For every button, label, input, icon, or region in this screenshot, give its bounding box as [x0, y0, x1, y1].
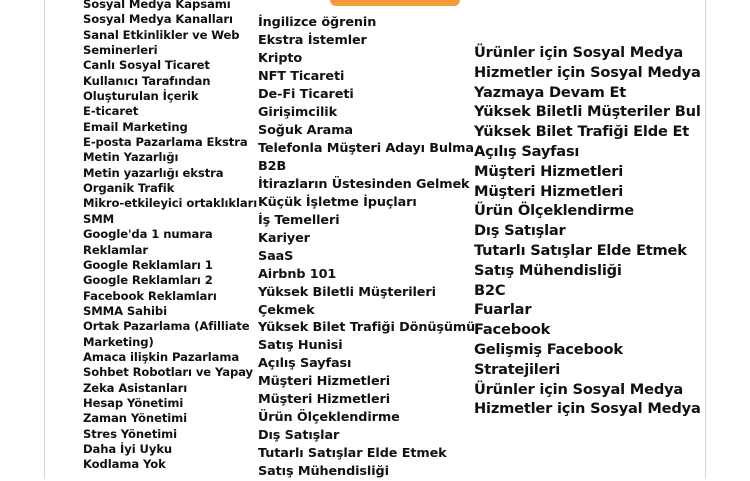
list-item: E-ticaret [83, 104, 139, 119]
list-item: Hizmetler için Sosyal Medya [474, 63, 701, 81]
list-item: De-Fi Ticareti [258, 86, 354, 102]
page-border-right [705, 0, 706, 479]
list-item: Dış Satışlar [474, 222, 566, 240]
list-item: Seminerleri [83, 43, 158, 58]
list-item: Müşteri Hizmetleri [474, 182, 624, 200]
list-item: Girişimcilik [258, 104, 337, 120]
list-item: Marketing) [83, 334, 154, 349]
list-item: Kariyer [258, 230, 310, 246]
list-item: Daha İyi Uyku [83, 441, 173, 456]
list-item: NFT Ticareti [258, 68, 345, 84]
list-item: Google Reklamları 1 [83, 257, 213, 272]
list-item: Organik Trafik [83, 181, 175, 196]
list-item: SMMA Sahibi [83, 303, 168, 318]
list-item: SaaS [258, 248, 294, 264]
course-list-column-1 [83, 0, 257, 473]
list-item: Satış Mühendisliği [474, 261, 622, 279]
list-item: Sohbet Robotları ve Yapay [83, 365, 253, 380]
list-item: Ürün Ölçeklendirme [474, 202, 635, 220]
list-item: Telefonla Müşteri Adayı Bulma [258, 140, 474, 156]
list-item: Stres Yönetimi [83, 426, 177, 441]
list-item: Açılış Sayfası [258, 356, 352, 372]
list-item: Yüksek Biletli Müşteriler Bul [474, 103, 701, 121]
list-item: Müşteri Hizmetleri [258, 392, 391, 408]
course-list-column-2 [258, 14, 475, 481]
list-item: Müşteri Hizmetleri [258, 374, 391, 390]
list-item: Facebook [474, 321, 551, 339]
list-item: Yazmaya Devam Et [474, 83, 627, 101]
list-item: Ürünler için Sosyal Medya [474, 44, 684, 61]
list-item: Oluşturulan İçerik [83, 89, 199, 104]
list-item: Stratejileri [474, 360, 561, 378]
orange-banner-fragment [330, 0, 460, 6]
list-item: E-posta Pazarlama Ekstra [83, 135, 248, 150]
list-item: Kripto [258, 50, 303, 66]
list-item: Metin Yazarlığı [83, 150, 179, 165]
list-item: Sosyal Medya Kapsamı [83, 0, 231, 11]
list-item: Tutarlı Satışlar Elde Etmek [474, 241, 687, 259]
list-item: Facebook Reklamları [83, 288, 217, 303]
list-item: Tutarlı Satışlar Elde Etmek [258, 446, 447, 462]
list-item: Canlı Sosyal Ticaret [83, 58, 210, 73]
list-item: Yüksek Bilet Trafiği Dönüşümü [258, 320, 476, 336]
list-item: Fuarlar [474, 301, 532, 319]
list-item: Çekmek [258, 302, 315, 318]
list-item: Kullanıcı Tarafından [83, 73, 211, 88]
list-item: Yüksek Bilet Trafiği Elde Et [474, 123, 690, 141]
list-item: Küçük İşletme İpuçları [258, 194, 417, 210]
list-item: Ürünler için Sosyal Medya [474, 380, 684, 398]
list-item: Amaca ilişkin Pazarlama [83, 349, 240, 364]
list-item: İngilizce öğrenin [258, 15, 377, 30]
list-item: B2B [258, 158, 287, 174]
list-item: Email Marketing [83, 119, 188, 134]
list-item: Sanal Etkinlikler ve Web [83, 27, 240, 42]
list-item: Müşteri Hizmetleri [474, 162, 624, 180]
list-item: Reklamlar [83, 242, 148, 257]
list-item: Satış Mühendisliği [258, 464, 389, 480]
page-border-left [44, 0, 45, 479]
list-item: İtirazların Üstesinden Gelmek [258, 176, 470, 192]
list-item: Airbnb 101 [258, 266, 337, 282]
list-item: Gelişmiş Facebook [474, 340, 623, 358]
list-item: Metin yazarlığı ekstra [83, 165, 224, 180]
list-item: Sosyal Medya Kanalları [83, 12, 233, 27]
list-item: Google Reklamları 2 [83, 273, 213, 288]
list-item: Hizmetler için Sosyal Medya [474, 400, 701, 418]
list-item: Mikro-etkileyici ortaklıkları [83, 196, 258, 211]
list-item: İş Temelleri [258, 212, 340, 228]
list-item: Ortak Pazarlama (Afilliate [83, 319, 250, 334]
list-item: Zeka Asistanları [83, 380, 188, 395]
list-item: Kodlama Yok [83, 457, 166, 472]
list-item: Google'da 1 numara [83, 227, 213, 242]
list-item: Soğuk Arama [258, 122, 353, 138]
list-item: SMM [83, 211, 115, 226]
list-item: B2C [474, 281, 506, 299]
list-item: Açılış Sayfası [474, 142, 580, 160]
list-item: Yüksek Biletli Müşterileri [258, 284, 436, 300]
list-item: Ürün Ölçeklendirme [258, 410, 400, 426]
list-item: Hesap Yönetimi [83, 395, 184, 410]
list-item: Zaman Yönetimi [83, 411, 188, 426]
list-item: Ekstra İstemler [258, 32, 367, 48]
list-item: Satış Hunisi [258, 338, 343, 354]
list-item: Dış Satışlar [258, 428, 340, 444]
course-list-column-3 [474, 43, 701, 419]
